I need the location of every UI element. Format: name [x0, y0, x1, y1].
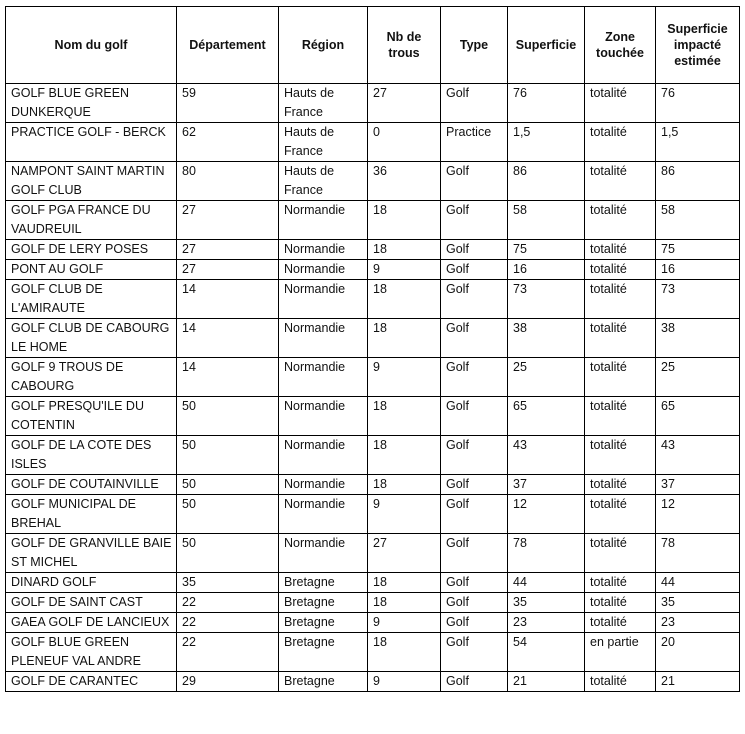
cell-superficie-impactee: 78 [656, 534, 740, 573]
cell-zone: totalité [585, 495, 656, 534]
cell-region: Normandie [279, 319, 368, 358]
table-row [6, 319, 740, 358]
cell-type: Golf [441, 573, 508, 593]
cell-zone: en partie [585, 633, 656, 672]
cell-zone: totalité [585, 475, 656, 495]
header-nom-du-golf: Nom du golf [6, 7, 177, 84]
cell-zone: totalité [585, 84, 656, 123]
table-row [6, 280, 740, 319]
cell-superficie-impactee: 43 [656, 436, 740, 475]
cell-zone: totalité [585, 319, 656, 358]
cell-departement: 14 [177, 358, 279, 397]
cell-departement: 14 [177, 319, 279, 358]
cell-nom: GOLF 9 TROUS DE CABOURG [6, 358, 177, 397]
cell-region: Bretagne [279, 573, 368, 593]
header-departement: Département [177, 7, 279, 84]
cell-type: Golf [441, 436, 508, 475]
cell-nb-trous: 27 [368, 534, 441, 573]
cell-superficie-impactee: 1,5 [656, 123, 740, 162]
table-row [6, 240, 740, 260]
header-row [6, 7, 740, 84]
table-row [6, 201, 740, 240]
cell-zone: totalité [585, 534, 656, 573]
cell-superficie: 43 [508, 436, 585, 475]
cell-superficie-impactee: 25 [656, 358, 740, 397]
cell-type: Golf [441, 593, 508, 613]
cell-nom: GOLF MUNICIPAL DE BREHAL [6, 495, 177, 534]
cell-departement: 80 [177, 162, 279, 201]
cell-superficie: 65 [508, 397, 585, 436]
cell-superficie: 54 [508, 633, 585, 672]
cell-region: Hauts de France [279, 123, 368, 162]
cell-departement: 50 [177, 436, 279, 475]
table-row [6, 260, 740, 280]
cell-nb-trous: 18 [368, 280, 441, 319]
cell-nb-trous: 0 [368, 123, 441, 162]
cell-superficie-impactee: 12 [656, 495, 740, 534]
cell-departement: 62 [177, 123, 279, 162]
cell-superficie-impactee: 75 [656, 240, 740, 260]
cell-nom: GOLF BLUE GREEN PLENEUF VAL ANDRE [6, 633, 177, 672]
cell-type: Golf [441, 495, 508, 534]
cell-superficie-impactee: 44 [656, 573, 740, 593]
cell-superficie-impactee: 58 [656, 201, 740, 240]
cell-region: Bretagne [279, 613, 368, 633]
cell-type: Golf [441, 201, 508, 240]
cell-superficie: 1,5 [508, 123, 585, 162]
cell-departement: 50 [177, 534, 279, 573]
table-row [6, 534, 740, 573]
cell-zone: totalité [585, 613, 656, 633]
cell-region: Normandie [279, 495, 368, 534]
header-superficie-impactee: Superficie impacté estimée [656, 7, 740, 84]
cell-type: Practice [441, 123, 508, 162]
cell-nom: NAMPONT SAINT MARTIN GOLF CLUB [6, 162, 177, 201]
cell-superficie-impactee: 35 [656, 593, 740, 613]
cell-region: Normandie [279, 436, 368, 475]
cell-nb-trous: 9 [368, 358, 441, 397]
cell-superficie-impactee: 86 [656, 162, 740, 201]
cell-superficie-impactee: 20 [656, 633, 740, 672]
cell-zone: totalité [585, 162, 656, 201]
cell-superficie-impactee: 23 [656, 613, 740, 633]
cell-superficie: 86 [508, 162, 585, 201]
cell-superficie: 12 [508, 495, 585, 534]
cell-zone: totalité [585, 672, 656, 692]
golf-table [5, 6, 740, 692]
table-row [6, 358, 740, 397]
table-row [6, 573, 740, 593]
cell-departement: 50 [177, 397, 279, 436]
table-row [6, 593, 740, 613]
table-row [6, 84, 740, 123]
cell-nb-trous: 18 [368, 573, 441, 593]
cell-type: Golf [441, 358, 508, 397]
cell-nom: GOLF CLUB DE L'AMIRAUTE [6, 280, 177, 319]
cell-region: Normandie [279, 260, 368, 280]
cell-nom: GAEA GOLF DE LANCIEUX [6, 613, 177, 633]
cell-region: Normandie [279, 534, 368, 573]
cell-superficie-impactee: 65 [656, 397, 740, 436]
cell-superficie: 25 [508, 358, 585, 397]
cell-nb-trous: 18 [368, 240, 441, 260]
table-row [6, 672, 740, 692]
cell-nom: GOLF DE COUTAINVILLE [6, 475, 177, 495]
cell-type: Golf [441, 397, 508, 436]
cell-superficie: 58 [508, 201, 585, 240]
cell-departement: 29 [177, 672, 279, 692]
cell-nb-trous: 9 [368, 495, 441, 534]
cell-nb-trous: 18 [368, 475, 441, 495]
cell-superficie: 21 [508, 672, 585, 692]
cell-superficie: 73 [508, 280, 585, 319]
cell-type: Golf [441, 280, 508, 319]
cell-superficie: 75 [508, 240, 585, 260]
cell-nom: PRACTICE GOLF - BERCK [6, 123, 177, 162]
cell-nom: GOLF DE GRANVILLE BAIE ST MICHEL [6, 534, 177, 573]
cell-region: Hauts de France [279, 84, 368, 123]
cell-departement: 27 [177, 260, 279, 280]
cell-nb-trous: 18 [368, 633, 441, 672]
cell-departement: 22 [177, 593, 279, 613]
cell-superficie-impactee: 37 [656, 475, 740, 495]
cell-superficie-impactee: 21 [656, 672, 740, 692]
cell-superficie: 76 [508, 84, 585, 123]
cell-superficie: 38 [508, 319, 585, 358]
cell-superficie-impactee: 76 [656, 84, 740, 123]
cell-zone: totalité [585, 240, 656, 260]
cell-nb-trous: 9 [368, 260, 441, 280]
table-row [6, 123, 740, 162]
cell-nb-trous: 9 [368, 672, 441, 692]
cell-superficie: 16 [508, 260, 585, 280]
cell-type: Golf [441, 319, 508, 358]
cell-superficie: 23 [508, 613, 585, 633]
golf-table-container [5, 6, 739, 692]
cell-type: Golf [441, 84, 508, 123]
cell-region: Normandie [279, 475, 368, 495]
cell-region: Normandie [279, 358, 368, 397]
cell-nom: GOLF BLUE GREEN DUNKERQUE [6, 84, 177, 123]
cell-zone: totalité [585, 123, 656, 162]
cell-departement: 14 [177, 280, 279, 319]
header-superficie: Superficie [508, 7, 585, 84]
cell-nb-trous: 18 [368, 436, 441, 475]
table-row [6, 162, 740, 201]
cell-departement: 27 [177, 201, 279, 240]
cell-departement: 22 [177, 633, 279, 672]
table-row [6, 495, 740, 534]
cell-nb-trous: 18 [368, 593, 441, 613]
cell-region: Bretagne [279, 633, 368, 672]
cell-nom: GOLF PRESQU'ILE DU COTENTIN [6, 397, 177, 436]
header-nb-de-trous: Nb de trous [368, 7, 441, 84]
table-row [6, 397, 740, 436]
header-zone-touchee: Zone touchée [585, 7, 656, 84]
cell-nb-trous: 18 [368, 397, 441, 436]
cell-nb-trous: 36 [368, 162, 441, 201]
cell-superficie-impactee: 16 [656, 260, 740, 280]
header-region: Région [279, 7, 368, 84]
cell-nom: GOLF DE SAINT CAST [6, 593, 177, 613]
cell-superficie-impactee: 38 [656, 319, 740, 358]
cell-region: Normandie [279, 280, 368, 319]
cell-type: Golf [441, 534, 508, 573]
cell-superficie: 37 [508, 475, 585, 495]
table-row [6, 633, 740, 672]
cell-type: Golf [441, 240, 508, 260]
cell-superficie-impactee: 73 [656, 280, 740, 319]
cell-departement: 59 [177, 84, 279, 123]
cell-zone: totalité [585, 358, 656, 397]
cell-nom: GOLF CLUB DE CABOURG LE HOME [6, 319, 177, 358]
cell-zone: totalité [585, 397, 656, 436]
table-row [6, 475, 740, 495]
table-body [6, 84, 740, 692]
cell-nom: DINARD GOLF [6, 573, 177, 593]
cell-superficie: 78 [508, 534, 585, 573]
cell-type: Golf [441, 613, 508, 633]
cell-nb-trous: 18 [368, 319, 441, 358]
cell-nom: GOLF DE LERY POSES [6, 240, 177, 260]
cell-zone: totalité [585, 436, 656, 475]
cell-zone: totalité [585, 260, 656, 280]
cell-nom: GOLF PGA FRANCE DU VAUDREUIL [6, 201, 177, 240]
cell-region: Normandie [279, 201, 368, 240]
cell-region: Normandie [279, 240, 368, 260]
table-row [6, 613, 740, 633]
cell-departement: 27 [177, 240, 279, 260]
cell-zone: totalité [585, 573, 656, 593]
cell-type: Golf [441, 162, 508, 201]
cell-nom: GOLF DE CARANTEC [6, 672, 177, 692]
cell-nb-trous: 27 [368, 84, 441, 123]
cell-type: Golf [441, 260, 508, 280]
cell-departement: 22 [177, 613, 279, 633]
cell-region: Normandie [279, 397, 368, 436]
cell-zone: totalité [585, 201, 656, 240]
cell-zone: totalité [585, 593, 656, 613]
cell-region: Bretagne [279, 672, 368, 692]
header-type: Type [441, 7, 508, 84]
cell-region: Hauts de France [279, 162, 368, 201]
cell-departement: 35 [177, 573, 279, 593]
cell-superficie: 44 [508, 573, 585, 593]
cell-nom: PONT AU GOLF [6, 260, 177, 280]
cell-region: Bretagne [279, 593, 368, 613]
cell-type: Golf [441, 633, 508, 672]
table-row [6, 436, 740, 475]
cell-departement: 50 [177, 495, 279, 534]
cell-nb-trous: 9 [368, 613, 441, 633]
cell-nb-trous: 18 [368, 201, 441, 240]
cell-type: Golf [441, 475, 508, 495]
cell-departement: 50 [177, 475, 279, 495]
cell-superficie: 35 [508, 593, 585, 613]
cell-nom: GOLF DE LA COTE DES ISLES [6, 436, 177, 475]
cell-type: Golf [441, 672, 508, 692]
cell-zone: totalité [585, 280, 656, 319]
